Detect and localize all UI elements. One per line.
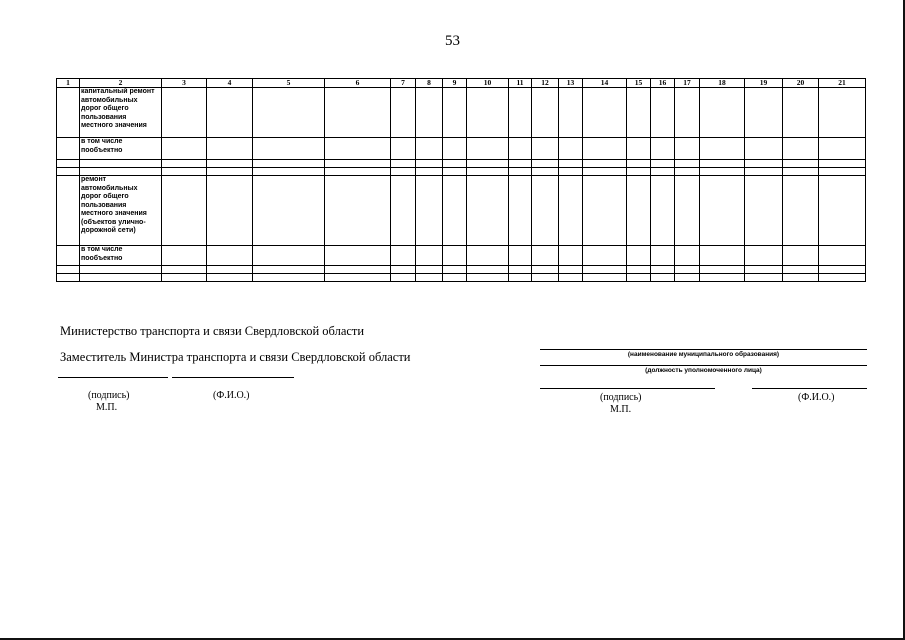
table-cell — [783, 274, 819, 282]
right-signature-line — [540, 388, 715, 389]
table-cell — [783, 88, 819, 138]
seal-mark: М.П. — [96, 402, 118, 413]
row-label: ремонт автомобильных дорог общего пользования местного значения (объектов улично- дорожной сети) — [80, 176, 162, 246]
table-cell — [416, 176, 443, 246]
table-cell — [627, 266, 651, 274]
table-cell — [783, 246, 819, 266]
table-cell — [532, 138, 559, 160]
table-cell — [207, 246, 253, 266]
row-label — [80, 274, 162, 282]
table-cell — [509, 266, 532, 274]
position-line — [540, 365, 867, 366]
column-header: 1 — [57, 79, 80, 88]
table-cell — [325, 176, 391, 246]
table-cell — [675, 176, 700, 246]
table-cell — [783, 176, 819, 246]
table-cell — [559, 176, 583, 246]
table-cell — [391, 88, 416, 138]
table-cell — [819, 274, 866, 282]
table-cell — [253, 168, 325, 176]
table-row — [57, 266, 866, 274]
table-cell — [162, 246, 207, 266]
table-cell — [675, 266, 700, 274]
column-header: 19 — [745, 79, 783, 88]
table-cell — [651, 266, 675, 274]
table-cell — [675, 88, 700, 138]
table-cell — [559, 160, 583, 168]
table-cell — [253, 160, 325, 168]
table-cell — [745, 168, 783, 176]
table-cell — [700, 266, 745, 274]
table-cell — [443, 160, 467, 168]
table-cell — [700, 168, 745, 176]
table-cell — [416, 266, 443, 274]
table-cell — [745, 266, 783, 274]
table-cell — [745, 274, 783, 282]
table-cell — [532, 88, 559, 138]
column-header: 2 — [80, 79, 162, 88]
table-cell — [325, 88, 391, 138]
table-cell — [745, 88, 783, 138]
column-header: 13 — [559, 79, 583, 88]
table-cell — [532, 168, 559, 176]
table-cell — [391, 274, 416, 282]
row-label — [80, 168, 162, 176]
table-cell — [325, 274, 391, 282]
table-cell — [57, 138, 80, 160]
table-cell — [627, 168, 651, 176]
table-cell — [391, 138, 416, 160]
name-caption: (Ф.И.О.) — [213, 390, 250, 401]
table-cell — [783, 168, 819, 176]
table-cell — [700, 160, 745, 168]
row-label — [80, 266, 162, 274]
table-cell — [532, 176, 559, 246]
table-cell — [467, 274, 509, 282]
table-cell — [57, 176, 80, 246]
table-cell — [651, 246, 675, 266]
table-cell — [583, 176, 627, 246]
table-cell — [391, 246, 416, 266]
table-cell — [253, 266, 325, 274]
municipality-line — [540, 349, 867, 350]
table-cell — [325, 168, 391, 176]
table-cell — [443, 138, 467, 160]
table-cell — [509, 138, 532, 160]
table-cell — [162, 160, 207, 168]
signature-caption: (подпись) — [88, 390, 130, 401]
table-cell — [253, 274, 325, 282]
row-label — [80, 160, 162, 168]
table-cell — [745, 138, 783, 160]
table-cell — [745, 176, 783, 246]
table-cell — [391, 266, 416, 274]
table-cell — [745, 246, 783, 266]
signer-position: Заместитель Министра транспорта и связи Свердловской области — [60, 350, 411, 364]
table-cell — [583, 266, 627, 274]
column-header: 11 — [509, 79, 532, 88]
table-cell — [819, 138, 866, 160]
right-signature-caption: (подпись) — [600, 392, 642, 403]
row-label: в том числе пообъектно — [80, 138, 162, 160]
table-cell — [325, 138, 391, 160]
table-cell — [57, 246, 80, 266]
column-header: 3 — [162, 79, 207, 88]
table-cell — [207, 160, 253, 168]
table-cell — [783, 138, 819, 160]
table-row — [57, 168, 866, 176]
table-cell — [583, 168, 627, 176]
table-cell — [443, 246, 467, 266]
table-cell — [559, 274, 583, 282]
column-header: 4 — [207, 79, 253, 88]
table-cell — [416, 274, 443, 282]
column-header: 14 — [583, 79, 627, 88]
table-cell — [700, 138, 745, 160]
table-cell — [559, 88, 583, 138]
table-cell — [675, 138, 700, 160]
table-cell — [583, 88, 627, 138]
name-line — [172, 377, 294, 378]
column-header: 18 — [700, 79, 745, 88]
table-cell — [651, 138, 675, 160]
table-cell — [627, 246, 651, 266]
data-table — [56, 78, 866, 282]
table-cell — [509, 168, 532, 176]
table-row — [57, 138, 866, 160]
table-cell — [675, 274, 700, 282]
table-cell — [325, 246, 391, 266]
column-header: 16 — [651, 79, 675, 88]
table-cell — [162, 176, 207, 246]
table-cell — [443, 168, 467, 176]
row-label: капитальный ремонт автомобильных дорог общего пользования местного значения — [80, 88, 162, 138]
table-cell — [391, 160, 416, 168]
table-cell — [627, 88, 651, 138]
table-cell — [207, 168, 253, 176]
organization-name: Министерство транспорта и связи Свердловской области — [60, 324, 365, 338]
table-cell — [391, 176, 416, 246]
signature-line — [58, 377, 168, 378]
column-header: 17 — [675, 79, 700, 88]
column-header: 12 — [532, 79, 559, 88]
table-cell — [509, 88, 532, 138]
table-row — [57, 176, 866, 246]
table-cell — [467, 176, 509, 246]
table-cell — [700, 88, 745, 138]
table-cell — [443, 176, 467, 246]
table-cell — [162, 266, 207, 274]
table-cell — [162, 88, 207, 138]
table-cell — [416, 88, 443, 138]
table-cell — [819, 88, 866, 138]
right-seal-mark: М.П. — [610, 404, 632, 415]
table-cell — [253, 138, 325, 160]
table-row — [57, 246, 866, 266]
table-cell — [416, 138, 443, 160]
table-cell — [467, 138, 509, 160]
table-cell — [207, 88, 253, 138]
table-row — [57, 88, 866, 138]
column-header: 7 — [391, 79, 416, 88]
table-cell — [651, 88, 675, 138]
table-cell — [57, 160, 80, 168]
table-cell — [783, 266, 819, 274]
table-cell — [467, 88, 509, 138]
table-cell — [700, 274, 745, 282]
table-cell — [700, 176, 745, 246]
table-cell — [416, 246, 443, 266]
table-cell — [783, 160, 819, 168]
column-header: 6 — [325, 79, 391, 88]
table-cell — [443, 274, 467, 282]
table-cell — [532, 246, 559, 266]
table-cell — [467, 168, 509, 176]
table-cell — [253, 176, 325, 246]
table-cell — [675, 168, 700, 176]
row-label: в том числе пообъектно — [80, 246, 162, 266]
table-cell — [675, 160, 700, 168]
table-cell — [57, 274, 80, 282]
table-cell — [162, 274, 207, 282]
table-cell — [57, 168, 80, 176]
table-cell — [583, 274, 627, 282]
table-cell — [416, 160, 443, 168]
table-cell — [207, 176, 253, 246]
table-cell — [819, 246, 866, 266]
table-cell — [675, 246, 700, 266]
table-cell — [583, 138, 627, 160]
column-header: 15 — [627, 79, 651, 88]
table-cell — [700, 246, 745, 266]
page-number: 53 — [445, 33, 460, 49]
table-cell — [583, 246, 627, 266]
table-cell — [162, 138, 207, 160]
table-header-row — [57, 79, 866, 88]
table-cell — [467, 246, 509, 266]
table-cell — [509, 176, 532, 246]
table-cell — [819, 160, 866, 168]
table-cell — [207, 266, 253, 274]
table-cell — [443, 266, 467, 274]
table-cell — [532, 160, 559, 168]
table-cell — [559, 168, 583, 176]
table-cell — [819, 266, 866, 274]
table-cell — [651, 168, 675, 176]
table-cell — [207, 274, 253, 282]
table-cell — [325, 160, 391, 168]
table-cell — [627, 160, 651, 168]
table-cell — [253, 246, 325, 266]
table-row — [57, 274, 866, 282]
table-cell — [509, 274, 532, 282]
table-cell — [509, 246, 532, 266]
table-cell — [559, 138, 583, 160]
table-cell — [627, 274, 651, 282]
table-cell — [162, 168, 207, 176]
table-cell — [509, 160, 532, 168]
table-cell — [559, 246, 583, 266]
table-cell — [651, 160, 675, 168]
position-caption: (должность уполномоченного лица) — [645, 367, 762, 374]
table-cell — [391, 168, 416, 176]
table-cell — [559, 266, 583, 274]
column-header: 8 — [416, 79, 443, 88]
table-cell — [583, 160, 627, 168]
column-header: 5 — [253, 79, 325, 88]
table-cell — [467, 160, 509, 168]
table-cell — [57, 88, 80, 138]
table-cell — [253, 88, 325, 138]
table-cell — [819, 168, 866, 176]
column-header: 9 — [443, 79, 467, 88]
table-cell — [651, 274, 675, 282]
column-header: 21 — [819, 79, 866, 88]
table-cell — [325, 266, 391, 274]
table-cell — [443, 88, 467, 138]
table-cell — [57, 266, 80, 274]
table-cell — [819, 176, 866, 246]
municipality-caption: (наименование муниципального образования) — [627, 351, 780, 358]
table-cell — [416, 168, 443, 176]
table-cell — [207, 138, 253, 160]
right-name-caption: (Ф.И.О.) — [798, 392, 835, 403]
table-cell — [532, 274, 559, 282]
table-cell — [651, 176, 675, 246]
column-header: 10 — [467, 79, 509, 88]
column-header: 20 — [783, 79, 819, 88]
table-cell — [627, 138, 651, 160]
right-name-line — [752, 388, 867, 389]
table-cell — [467, 266, 509, 274]
table-cell — [627, 176, 651, 246]
table-cell — [745, 160, 783, 168]
table-cell — [532, 266, 559, 274]
table-row — [57, 160, 866, 168]
